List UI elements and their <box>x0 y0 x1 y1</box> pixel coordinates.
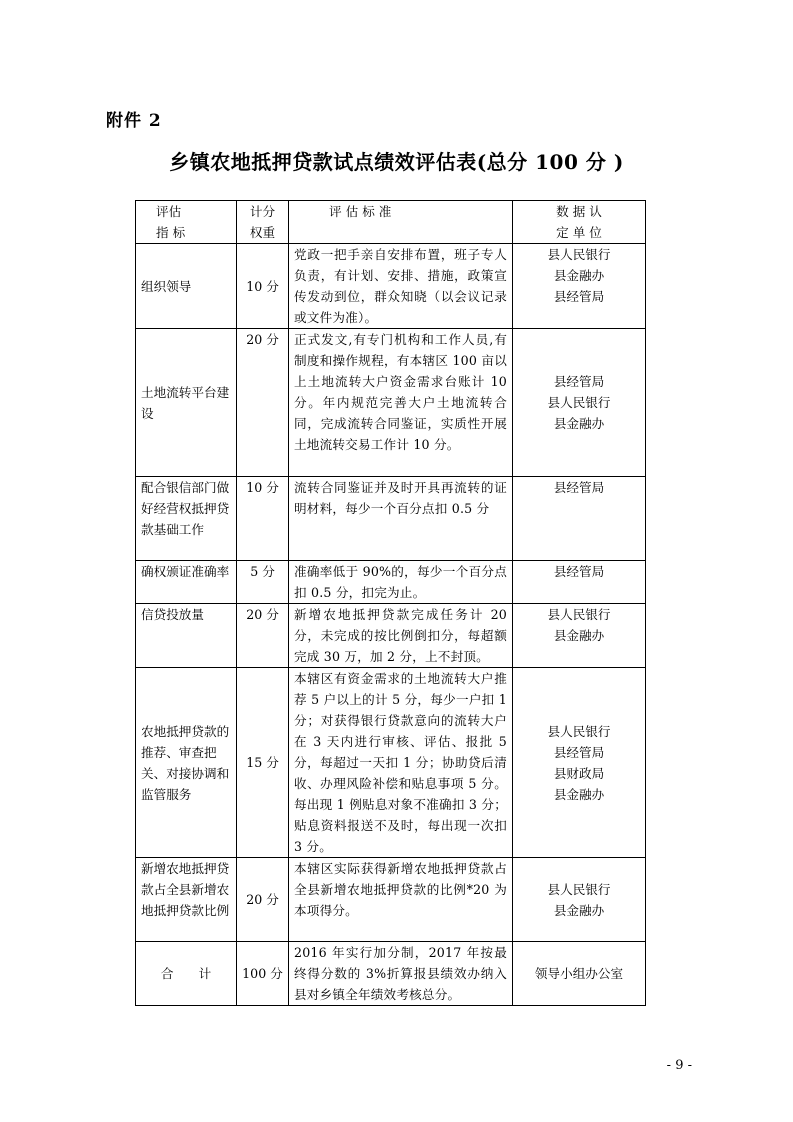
row-indicator: 合 计 <box>136 942 237 1006</box>
unit-line: 县金融办 <box>553 628 605 643</box>
header-weight-line1: 计分 <box>249 204 276 219</box>
unit-line: 县经管局 <box>553 480 605 495</box>
table-row <box>136 858 646 942</box>
unit-line: 县经管局 <box>553 564 605 579</box>
row-unit <box>513 244 646 329</box>
table-header-row <box>136 201 646 244</box>
row-standard: 2016 年实行加分制，2017 年按最终得分数的 3%折算报县绩效办纳入县对乡镇全年绩效考核总分。 <box>289 942 513 1006</box>
row-unit <box>513 561 646 604</box>
row-weight: 5 分 <box>237 561 289 604</box>
header-weight <box>237 201 289 244</box>
unit-line: 县人民银行 <box>547 607 611 622</box>
row-weight: 15 分 <box>237 668 289 858</box>
table-row-total <box>136 942 646 1006</box>
unit-line: 县金融办 <box>553 902 605 918</box>
evaluation-table <box>135 200 646 1006</box>
row-indicator: 土地流转平台建设 <box>136 329 237 477</box>
header-indicator-line2: 指 标 <box>156 225 186 240</box>
table-row <box>136 668 646 858</box>
row-standard: 正式发文,有专门机构和工作人员,有制度和操作规程，有本辖区 100 亩以上土地流转大户资金需求台账计 10 分。年内规范完善大户土地流转合同，完成流转合同鉴证，实质性开展土地流转交易工作计 10 分。 <box>289 329 513 477</box>
table-row <box>136 329 646 477</box>
row-indicator: 新增农地抵押贷款占全县新增农地抵押贷款比例 <box>136 858 237 942</box>
row-weight: 100 分 <box>237 942 289 1006</box>
unit-line: 县金融办 <box>553 268 605 283</box>
row-weight: 20 分 <box>237 858 289 942</box>
table-row <box>136 561 646 604</box>
unit-line: 县经管局 <box>553 289 605 304</box>
row-standard: 党政一把手亲自安排布置，班子专人负责，有计划、安排、措施，政策宣传发动到位，群众知晓（以会议记录或文件为准）。 <box>289 244 513 329</box>
row-standard: 新增农地抵押贷款完成任务计 20 分，未完成的按比例倒扣分，每超额完成 30 万，加 2 分，上不封顶。 <box>289 604 513 668</box>
unit-line: 县金融办 <box>553 786 605 802</box>
row-standard: 准确率低于 90%的，每少一个百分点扣 0.5 分，扣完为止。 <box>289 561 513 604</box>
header-unit <box>513 201 646 244</box>
unit-line: 县人民银行 <box>547 395 611 410</box>
table-row <box>136 477 646 561</box>
document-title: 乡镇农地抵押贷款试点绩效评估表(总分 100 分 ) <box>169 150 624 174</box>
table-row <box>136 244 646 329</box>
row-weight: 10 分 <box>237 244 289 329</box>
unit-line: 县经管局 <box>553 744 605 760</box>
row-indicator: 确权颁证准确率 <box>136 561 237 604</box>
row-unit <box>513 668 646 858</box>
row-weight: 10 分 <box>237 477 289 561</box>
row-unit <box>513 604 646 668</box>
page-number: - 9 - <box>666 1058 692 1073</box>
row-indicator: 配合银信部门做好经营权抵押贷款基础工作 <box>136 477 237 561</box>
row-unit <box>513 942 646 1006</box>
header-weight-line2: 权重 <box>249 225 276 240</box>
unit-line: 县财政局 <box>553 765 605 781</box>
header-standard-text: 评 估 标 准 <box>329 204 392 219</box>
header-unit-line1: 数 据 认 <box>556 204 602 219</box>
table-row <box>136 604 646 668</box>
unit-line: 领导小组办公室 <box>534 966 624 981</box>
row-unit <box>513 329 646 477</box>
row-indicator: 信贷投放量 <box>136 604 237 668</box>
unit-line: 县经管局 <box>553 374 605 389</box>
header-indicator-line1: 评估 <box>156 204 182 219</box>
row-standard: 本辖区实际获得新增农地抵押贷款占全县新增农地抵押贷款的比例*20 为本项得分。 <box>289 858 513 942</box>
row-indicator: 农地抵押贷款的推荐、审查把关、对接协调和监管服务 <box>136 668 237 858</box>
row-standard: 本辖区有资金需求的土地流转大户推荐 5 户以上的计 5 分，每少一户扣 1 分；对获得银行贷款意向的流转大户在 3 天内进行审核、评估、报批 5 分，每超过一天扣 1 分；协助贷后清收、办理风险补偿和贴息事项 5 分。每出现 1 例贴息对象不准确扣 3 分；贴息资料报送不及时，每出现一次扣 3 分。 <box>289 668 513 858</box>
row-standard: 流转合同鉴证并及时开具再流转的证明材料，每少一个百分点扣 0.5 分 <box>289 477 513 561</box>
unit-line: 县人民银行 <box>547 247 611 262</box>
header-standard <box>289 201 513 244</box>
row-weight: 20 分 <box>237 604 289 668</box>
unit-line: 县金融办 <box>553 416 605 431</box>
row-unit <box>513 858 646 942</box>
header-indicator <box>136 201 237 244</box>
row-indicator: 组织领导 <box>136 244 237 329</box>
row-weight: 20 分 <box>237 329 289 477</box>
unit-line: 县人民银行 <box>547 723 611 739</box>
row-unit <box>513 477 646 561</box>
attachment-label: 附件 2 <box>106 111 162 131</box>
unit-line: 县人民银行 <box>547 881 611 897</box>
header-unit-line2: 定 单 位 <box>556 225 602 240</box>
